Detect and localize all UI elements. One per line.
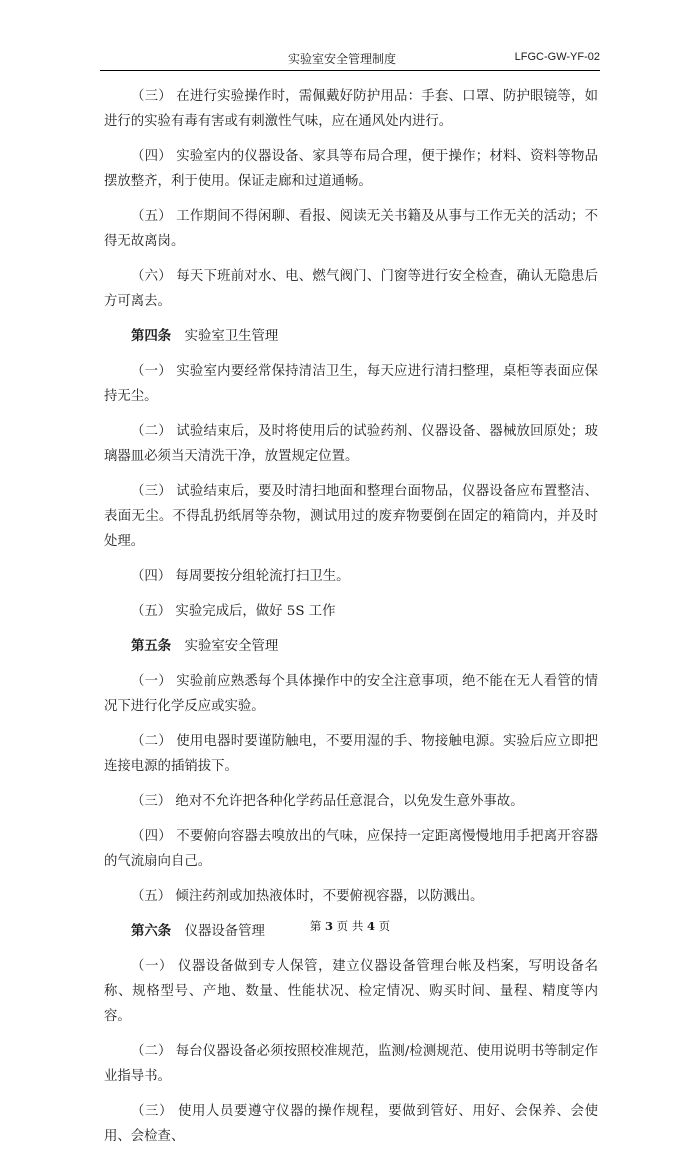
clause-paragraph: （三） 试验结束后，要及时清扫地面和整理台面物品，仪器设备应布置整洁、表面无尘。不得乱扔纸屑等杂物，测试用过的废弃物要倒在固定的箱筒内，并及时处理。 (104, 484, 598, 549)
clause-paragraph: （一） 仪器设备做到专人保管，建立仪器设备管理台帐及档案，写明设备名称、规格型号、产地、数量、性能状况、检定情况、购买时间、量程、精度等内容。 (104, 959, 598, 1024)
article-number: 第六条 (131, 923, 172, 939)
footer-prefix: 第 (309, 919, 322, 933)
footer-middle: 页 共 (336, 919, 364, 933)
article-title: 实验室安全管理 (184, 639, 279, 654)
clause-paragraph: （三） 绝对不允许把各种化学药品任意混合，以免发生意外事故。 (131, 794, 524, 809)
clause-paragraph: （五） 倾注药剂或加热液体时，不要俯视容器，以防溅出。 (131, 889, 484, 904)
clause-paragraph: （五） 实验完成后，做好 5S 工作 (131, 604, 336, 619)
article-title: 实验室卫生管理 (184, 329, 279, 344)
header-title: 实验室安全管理制度 (288, 52, 397, 66)
clause-paragraph: （一） 实验室内要经常保持清洁卫生，每天应进行清扫整理，桌柜等表面应保持无尘。 (104, 364, 598, 404)
document-body (104, 84, 598, 1159)
clause-paragraph: （二） 试验结束后，及时将使用后的试验药剂、仪器设备、器械放回原处；玻璃器皿必须当天清洗干净，放置规定位置。 (104, 424, 598, 464)
clause-paragraph: （四） 每周要按分组轮流打扫卫生。 (131, 569, 350, 584)
current-page-number: 3 (325, 919, 334, 933)
total-pages-number: 4 (366, 919, 375, 933)
clause-paragraph: （四） 实验室内的仪器设备、家具等布局合理，便于操作；材料、资料等物品摆放整齐，利于使用。保证走廊和过道通畅。 (104, 149, 598, 189)
clause-paragraph: （二） 使用电器时要谨防触电，不要用湿的手、物接触电源。实验后应立即把连接电源的插销拔下。 (104, 734, 598, 774)
article-heading (104, 324, 598, 349)
clause-paragraph: （五） 工作期间不得闲聊、看报、阅读无关书籍及从事与工作无关的活动；不得无故离岗。 (104, 209, 598, 249)
page-footer (0, 918, 700, 934)
article-heading (104, 634, 598, 659)
clause-paragraph: （二） 每台仪器设备必须按照校准规范，监测/检测规范、使用说明书等制定作业指导书。 (104, 1044, 598, 1084)
clause-paragraph: （一） 实验前应熟悉每个具体操作中的安全注意事项，绝不能在无人看管的情况下进行化学反应或实验。 (104, 674, 598, 714)
clause-paragraph: （四） 不要俯向容器去嗅放出的气味，应保持一定距离慢慢地用手把离开容器的气流扇向自己。 (104, 829, 598, 869)
clause-paragraph: （三） 在进行实验操作时，需佩戴好防护用品：手套、口罩、防护眼镜等，如进行的实验有毒有害或有刺激性气味，应在通风处内进行。 (104, 89, 598, 129)
article-title: 仪器设备管理 (184, 924, 265, 939)
footer-suffix: 页 (378, 919, 391, 933)
header-rule (100, 70, 600, 71)
header-doc-code: LFGC-GW-YF-02 (514, 51, 600, 63)
article-number: 第四条 (131, 328, 172, 344)
clause-paragraph: （六） 每天下班前对水、电、燃气阀门、门窗等进行安全检查，确认无隐患后方可离去。 (104, 269, 598, 309)
clause-paragraph: （三） 使用人员要遵守仪器的操作规程，要做到管好、用好、会保养、会使用、会检查、 (104, 1104, 598, 1144)
article-number: 第五条 (131, 638, 172, 654)
